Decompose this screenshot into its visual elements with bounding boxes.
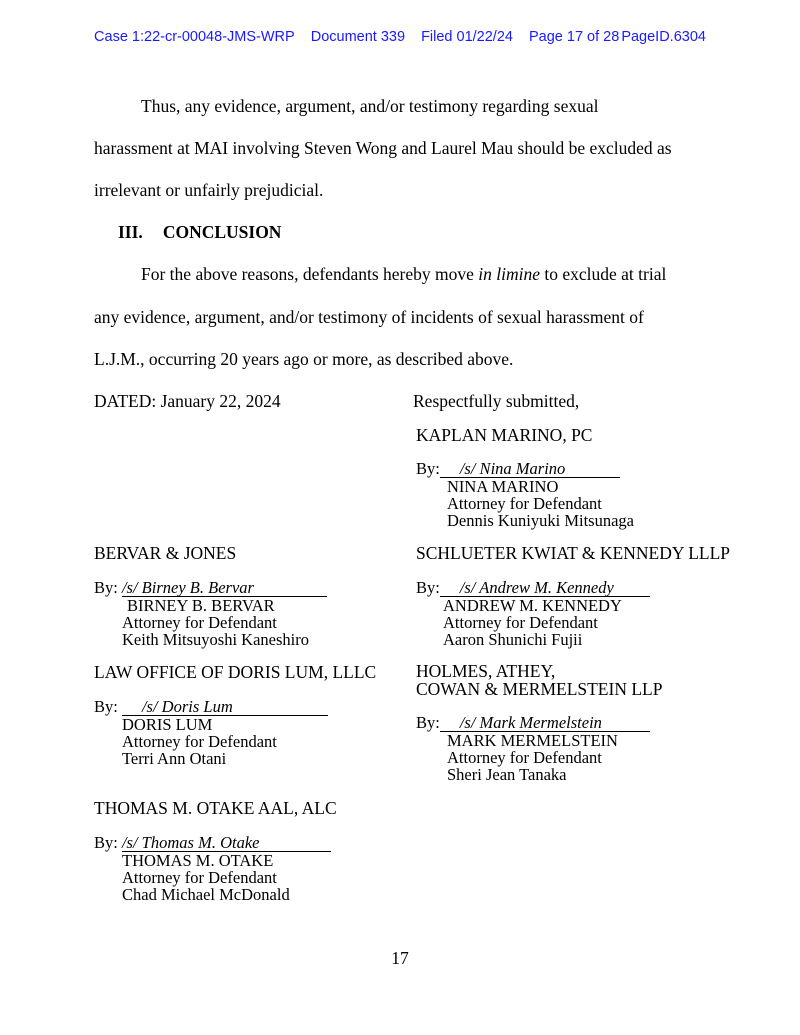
by-label: By: — [94, 697, 118, 716]
firm-name: SCHLUETER KWIAT & KENNEDY LLLP — [416, 543, 731, 563]
firm-name: LAW OFFICE OF DORIS LUM, LLLC — [94, 662, 377, 682]
text-run: For the above reasons, defendants hereby move — [141, 264, 479, 284]
attorney-name: NINA MARINO — [447, 477, 559, 496]
signature-line: /s/ Thomas M. Otake — [122, 835, 331, 852]
body-line: irrelevant or unfairly prejudicial. — [94, 180, 324, 200]
by-label: By: — [416, 578, 440, 597]
body-line: Thus, any evidence, argument, and/or testimony regarding sexual — [141, 96, 599, 116]
client-name: Chad Michael McDonald — [122, 885, 290, 904]
attorney-role: Attorney for Defendant — [447, 748, 602, 767]
firm-name: KAPLAN MARINO, PC — [416, 425, 593, 445]
attorney-role: Attorney for Defendant — [447, 494, 602, 513]
attorney-role: Attorney for Defendant — [122, 868, 277, 887]
attorney-role: Attorney for Defendant — [122, 613, 277, 632]
attorney-name: BIRNEY B. BERVAR — [127, 596, 275, 615]
signature-line: /s/ Doris Lum — [122, 699, 328, 716]
body-line: L.J.M., occurring 20 years ago or more, as described above. — [94, 349, 514, 369]
firm-name: BERVAR & JONES — [94, 543, 237, 563]
attorney-role: Attorney for Defendant — [443, 613, 598, 632]
attorney-name: MARK MERMELSTEIN — [447, 731, 618, 750]
heading-number: III. — [118, 222, 143, 242]
attorney-name: ANDREW M. KENNEDY — [443, 596, 622, 615]
signature-block-lum — [94, 698, 328, 767]
by-label: By: — [94, 833, 118, 852]
signature-line: /s/ Birney B. Bervar — [122, 580, 327, 597]
body-line — [141, 264, 666, 285]
body-line: harassment at MAI involving Steven Wong and Laurel Mau should be excluded as — [94, 138, 672, 158]
heading-text: CONCLUSION — [162, 222, 282, 242]
signature-line: /s/ Nina Marino — [440, 461, 620, 478]
signature-block-kaplan — [416, 460, 634, 529]
client-name: Terri Ann Otani — [122, 749, 227, 768]
page-of: Page 17 of 28 — [529, 29, 620, 45]
by-label: By: — [416, 459, 440, 478]
page-id: PageID.6304 — [621, 29, 706, 45]
dated-line: DATED: January 22, 2024 — [94, 391, 281, 411]
case-number: Case 1:22-cr-00048-JMS-WRP — [94, 29, 295, 45]
attorney-name: DORIS LUM — [122, 715, 213, 734]
firm-name-line: COWAN & MERMELSTEIN LLP — [416, 679, 663, 699]
client-name: Aaron Shunichi Fujii — [443, 630, 583, 649]
section-heading — [118, 222, 281, 243]
signature-block-holmes — [416, 714, 650, 783]
document-number: Document 339 — [310, 29, 406, 45]
signature-line: /s/ Mark Mermelstein — [440, 715, 650, 732]
body-line: any evidence, argument, and/or testimony of incidents of sexual harassment of — [94, 307, 644, 327]
filed-date: Filed 01/22/24 — [421, 29, 513, 45]
signature-block-bervar — [94, 579, 327, 648]
text-run: to exclude at trial — [540, 264, 667, 284]
respectfully-submitted: Respectfully submitted, — [413, 391, 580, 411]
attorney-name: THOMAS M. OTAKE — [122, 851, 274, 870]
firm-name: THOMAS M. OTAKE AAL, ALC — [94, 798, 337, 818]
italic-term: in limine — [478, 264, 540, 284]
signature-block-otake — [94, 834, 331, 903]
client-name: Dennis Kuniyuki Mitsunaga — [447, 511, 634, 530]
client-name: Keith Mitsuyoshi Kaneshiro — [122, 630, 309, 649]
attorney-role: Attorney for Defendant — [122, 732, 277, 751]
client-name: Sheri Jean Tanaka — [447, 765, 567, 784]
firm-name-line: HOLMES, ATHEY, — [416, 661, 556, 681]
by-label: By: — [416, 713, 440, 732]
by-label: By: — [94, 578, 118, 597]
signature-line: /s/ Andrew M. Kennedy — [440, 580, 650, 597]
page-number: 17 — [391, 948, 409, 968]
filing-header — [0, 29, 800, 45]
firm-name — [416, 662, 662, 698]
signature-block-schlueter — [416, 579, 650, 648]
